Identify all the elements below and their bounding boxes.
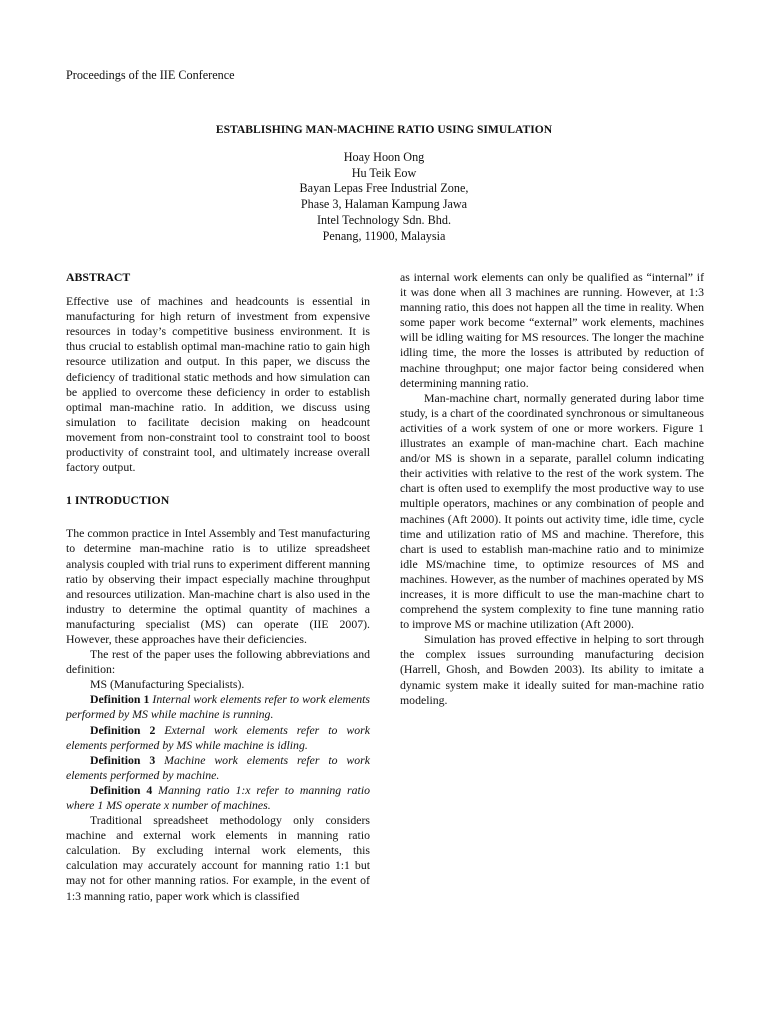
intro-paragraph: The rest of the paper uses the following abbreviations and definition: <box>66 647 370 677</box>
intro-paragraph: The common practice in Intel Assembly and Test manufacturing to determine man-machine ratio is to utilize spreadsheet analysis coupled with trial runs to experiment different manning ratio by observing their impact especially machine throughput and resources utilization. Man-machine chart is also used in the industry to determine the optimal quantity of machines a manufacturing specialist (MS) can operate (IIE 2007). However, these approaches have their deficiencies. <box>66 526 370 646</box>
definition-label: Definition 4 <box>90 782 153 797</box>
affiliation-line: Intel Technology Sdn. Bhd. <box>317 212 451 227</box>
definition-text: Internal work elements refer to work elements performed by MS while machine is running. <box>66 692 370 722</box>
paper-title: ESTABLISHING MAN-MACHINE RATIO USING SIMULATION <box>215 123 553 136</box>
abbreviation-ms: MS (Manufacturing Specialists). <box>90 677 245 692</box>
abstract-text: Effective use of machines and headcounts is essential in manufacturing for high return of investment from expensive resources in today’s competitive business environment. It is thus crucial to establish optimal man-machine ratio to gain high resource utilization and output. In this paper, we discuss the deficiency of traditional static methods and how simulation can be applied to overcome these deficiency in order to establish optimal man-machine ratio. In addition, we discuss using simulation to facilitate decision making on headcount movement from non-constraint tool to constraint tool to boost productivity of constraint tool, and ultimately increase overall factory output. <box>66 294 370 475</box>
author-name: Hu Teik Eow <box>351 165 417 180</box>
author-name: Hoay Hoon Ong <box>343 150 425 164</box>
affiliation-line: Penang, 11900, Malaysia <box>322 228 446 243</box>
body-paragraph: Man-machine chart, normally generated during labor time study, is a chart of the coordinated synchronous or simultaneous activities of a work system of one or more workers. Figure 1 illustrates an example of man-machine chart. Each machine and/or MS is shown in a separate, parallel column indicating their activities with relative to the rest of the work system. The chart is often used to exemplify the most productive way to use multiple operators, machines or any combination of people and machines (Aft 2000). It points out activity time, idle time, cycle time and utilization ratio of MS and machine. Therefore, this chart is used to establish man-machine ratio and to minimize idle MS/machine time, to optimize resources of MS and machines. However, as the number of machines operated by MS increases, it is more difficult to use the man-machine chart to comprehend the system complexity to fine tune manning ratio to improve MS or machine utilization (Aft 2000). <box>400 390 704 632</box>
definition-label: Definition 2 <box>90 722 156 737</box>
affiliation-line: Phase 3, Halaman Kampung Jawa <box>300 197 468 212</box>
definition-label: Definition 3 <box>90 752 156 767</box>
definition-4 <box>66 783 370 813</box>
definition-2 <box>66 723 370 753</box>
body-paragraph: as internal work elements can only be qualified as “internal” if it was done when all 3 machines are running. However, at 1:3 manning ratio, this does not happen all the time in reality. When some paper work become “external” work elements, machines will be idling waiting for MS resources. The longer the machine idling time, the more the losses is attributed by reduction of machine throughput; one major factor being considered when determining manning ratio. <box>400 270 704 390</box>
definition-text: External work elements refer to work elements performed by MS while machine is idling. <box>66 722 370 752</box>
body-paragraph: Simulation has proved effective in helping to sort through the complex issues surrounding manufacturing decision (Harrell, Ghosh, and Bowden 2003). Its ability to imitate a dynamic system make it ideally suited for man-machine ratio modeling. <box>400 632 704 707</box>
abstract-heading: ABSTRACT <box>66 270 131 284</box>
definition-label: Definition 1 <box>90 692 150 707</box>
definition-text: Machine work elements refer to work elements performed by machine. <box>66 752 370 782</box>
author-block <box>0 150 768 244</box>
definition-text: Manning ratio 1:x refer to manning ratio where 1 MS operate x number of machines. <box>66 782 370 812</box>
affiliation-line: Bayan Lepas Free Industrial Zone, <box>299 181 469 196</box>
running-head: Proceedings of the IIE Conference <box>66 68 235 82</box>
left-column <box>66 270 370 904</box>
introduction-heading: 1 INTRODUCTION <box>66 493 170 508</box>
definition-1 <box>66 692 370 722</box>
intro-paragraph: Traditional spreadsheet methodology only considers machine and external work elements in manning ratio calculation. By excluding internal work elements, this calculation may accurately account for manning ratio 1:1 but may not for other manning ratios. For example, in the event of 1:3 manning ratio, paper work which is classified <box>66 813 370 903</box>
definition-3 <box>66 753 370 783</box>
right-column <box>400 270 704 708</box>
